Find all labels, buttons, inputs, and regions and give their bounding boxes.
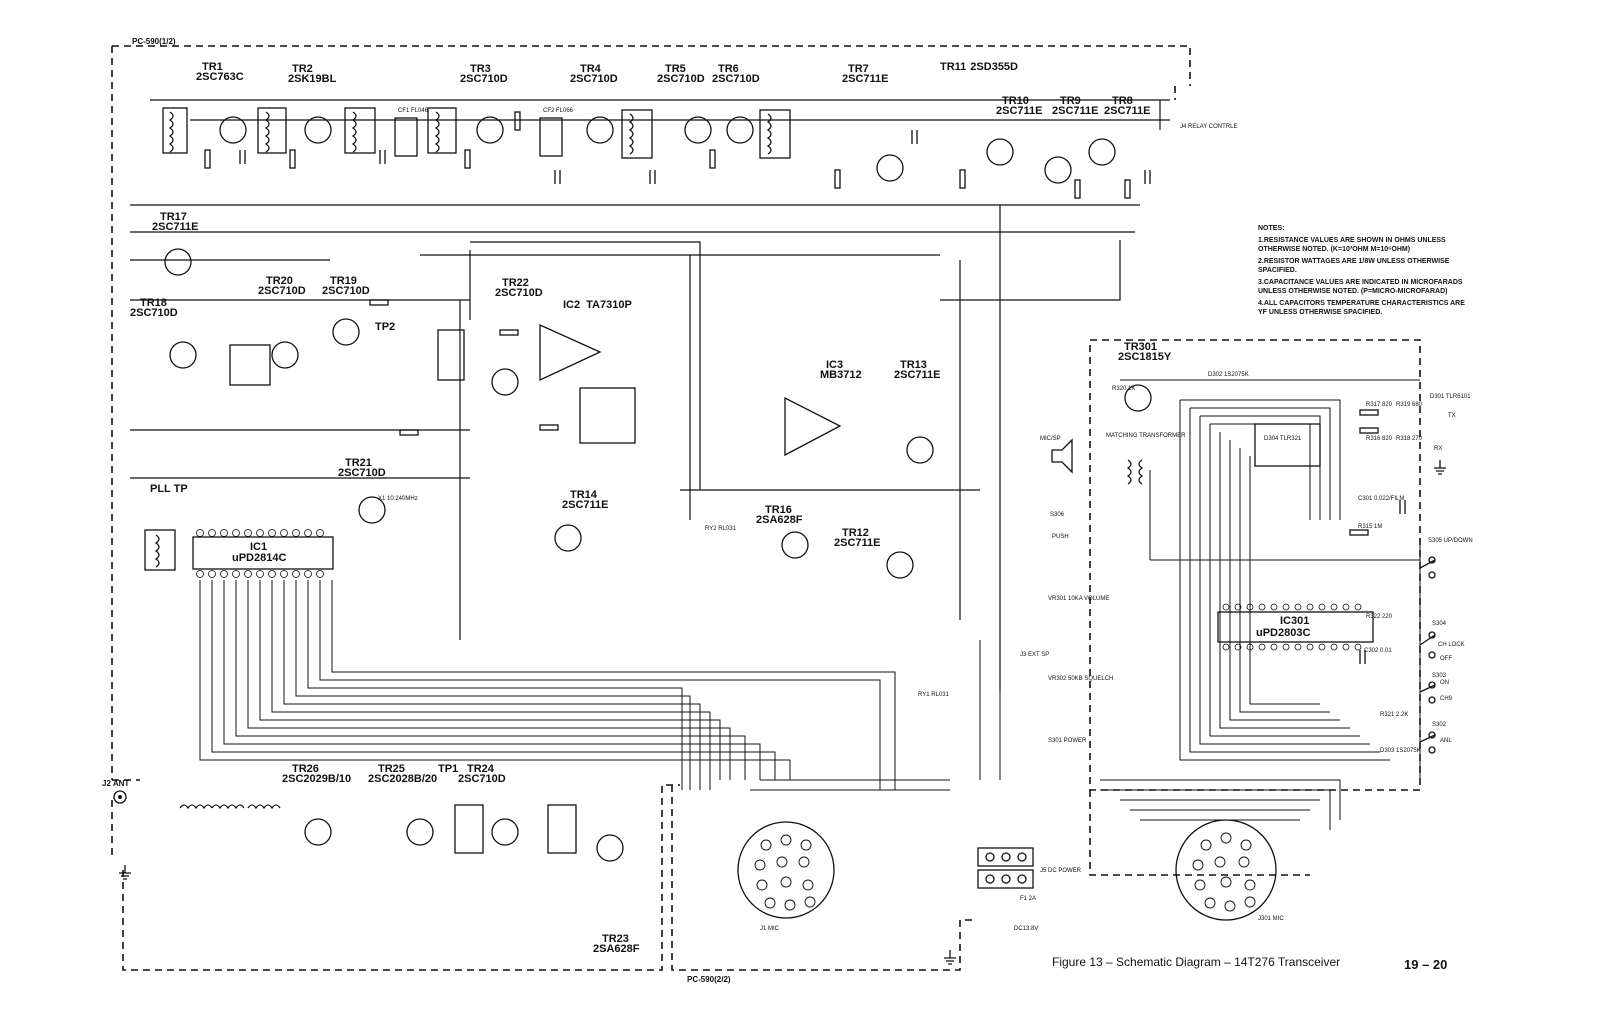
tr10-part: 2SC711E [996, 105, 1043, 117]
s303-label: S303 [1432, 673, 1447, 679]
tr19-ref: TR19 [330, 275, 357, 287]
ic-bodies [193, 325, 1373, 642]
tr23-part: 2SA628F [593, 943, 640, 955]
svg-text:TR132SC711E [894, 359, 940, 381]
c302-label: C302 0.01 [1364, 648, 1392, 654]
fuse-label: F1 2A [1020, 896, 1037, 902]
notes-heading: NOTES: [1258, 225, 1285, 232]
tr14-ref: TR14 [570, 489, 597, 501]
svg-text:TR192SC710D [322, 275, 370, 297]
svg-text:IC3MB3712 [820, 359, 862, 381]
tp2-label: TP2 [375, 321, 396, 333]
tr18-ref: TR18 [140, 297, 167, 309]
s306-label: S306 [1050, 512, 1065, 518]
tr24-ref: TR24 [467, 763, 494, 775]
ry2-label: RY2 RL031 [705, 526, 736, 532]
r316-label: R316 820 [1366, 436, 1393, 442]
transistor-symbols [165, 117, 1151, 861]
svg-text:TR62SC710D [712, 63, 760, 85]
tr9-ref: TR9 [1060, 95, 1081, 107]
tr6-ref: TR6 [718, 63, 739, 75]
tr14-part: 2SC711E [562, 499, 609, 511]
r318-label: R318 270 [1396, 436, 1423, 442]
tr20-part: 2SC710D [258, 285, 306, 297]
note-2: 2.RESISTOR WATTAGES ARE 1/8W UNLESS OTHERWISE SPACIFIED. [1258, 258, 1450, 274]
note-4: 4.ALL CAPACITORS TEMPERATURE CHARACTERISTICS ARE YF UNLESS OTHERWISE SPACIFIED. [1258, 300, 1465, 316]
tr12-part: 2SC711E [834, 537, 881, 549]
tr25-part: 2SC2028B/20 [368, 773, 438, 785]
tr26-ref: TR26 [292, 763, 319, 775]
j1-label: J1 MIC [760, 926, 780, 932]
tr3-ref: TR3 [470, 63, 491, 75]
tr16-ref: TR16 [765, 504, 792, 516]
tr25-ref: TR25 [378, 763, 405, 775]
svg-text:TR172SC711E [152, 211, 198, 233]
x1-label: X1 10.240MHz [378, 496, 418, 502]
tr11-ref: TR11 [940, 61, 967, 73]
tr1-part: 2SC763C [196, 71, 244, 83]
tx-label: TX [1448, 413, 1456, 419]
push-label: PUSH [1052, 534, 1069, 540]
r322-label: R322 220 [1366, 614, 1393, 620]
mic-sp-label: MIC/SP [1040, 436, 1061, 442]
s304-label: S304 [1432, 621, 1447, 627]
ic2-body [540, 325, 600, 380]
j5-terminals [978, 848, 1033, 888]
tr4-ref: TR4 [580, 63, 601, 75]
svg-text:TR222SC710D [495, 277, 543, 299]
svg-text:TR92SC711E [1052, 95, 1098, 117]
svg-text:TR142SC711E [562, 489, 608, 511]
c301-label: C301 0.022/FILM [1358, 496, 1405, 502]
r321-label: R321 2.2K [1380, 712, 1409, 718]
board-label-top: PC-590(1/2) [132, 37, 176, 46]
tr22-ref: TR22 [502, 277, 529, 289]
svg-text:TR72SC711E [842, 63, 888, 85]
s301-label: S301 POWER [1048, 738, 1087, 744]
j2-antenna [114, 791, 126, 803]
tr17-ref: TR17 [160, 211, 187, 223]
tr10-ref: TR10 [1002, 95, 1029, 107]
tr5-part: 2SC710D [657, 73, 705, 85]
tr16-part: 2SA628F [756, 514, 803, 526]
tr21-part: 2SC710D [338, 467, 386, 479]
svg-text:TR12SC763C [196, 61, 244, 83]
svg-text:TR102SC711E [996, 95, 1042, 117]
s304-off-label: OFF [1440, 656, 1452, 662]
rx-label: RX [1434, 446, 1443, 452]
board-label-bottom: PC-590(2/2) [687, 975, 731, 984]
figure-caption: Figure 13 – Schematic Diagram – 14T276 Transceiver [1052, 955, 1341, 969]
vr302-label: VR302 50KB SQUELCH [1048, 676, 1114, 682]
ch-lock-label: CH LOCK [1438, 642, 1465, 648]
d303-label: D303 1S2075K [1380, 748, 1421, 754]
tr8-ref: TR8 [1112, 95, 1133, 107]
tr301-ref: TR301 [1124, 341, 1158, 353]
ic2-ref: IC2 [563, 299, 581, 311]
ry1-label: RY1 RL031 [918, 692, 949, 698]
tr301-part: 2SC1815Y [1118, 351, 1172, 363]
ic3-ref: IC3 [826, 359, 844, 371]
cf1-label: CF1 FL046 [398, 108, 429, 114]
svg-text:TR252SC2028B/20 [368, 763, 437, 785]
anl-label: ANL [1440, 738, 1452, 744]
svg-text:TR122SC711E [834, 527, 880, 549]
ic3-part: MB3712 [820, 369, 862, 381]
ic1-part: uPD2814C [232, 552, 287, 564]
tr23-ref: TR23 [602, 933, 629, 945]
svg-text:IC2TA7310P [563, 299, 632, 311]
tr11-part: 2SD355D [970, 61, 1018, 73]
svg-text:TR3012SC1815Y [1118, 341, 1172, 363]
page-number: 19 – 20 [1404, 957, 1448, 972]
svg-text:IC301uPD2803C [1256, 615, 1310, 639]
tr9-part: 2SC711E [1052, 105, 1099, 117]
j1-socket [738, 822, 834, 918]
j2-label: J2 ANT [102, 779, 130, 788]
tp1-label: TP1 [438, 763, 459, 775]
cf2-label: CF2 FL066 [543, 108, 574, 114]
transistor-labels [130, 61, 1172, 955]
tr17-part: 2SC711E [152, 221, 199, 233]
svg-text:TR112SD355D [940, 61, 1018, 73]
interconnect-bus [200, 580, 1340, 830]
tr13-ref: TR13 [900, 359, 927, 371]
j301-label: J301 MIC [1258, 916, 1284, 922]
matching-transformer-label: MATCHING TRANSFORMER [1106, 433, 1186, 439]
tr4-part: 2SC710D [570, 73, 618, 85]
dc-label: DC13.8V [1014, 926, 1039, 932]
svg-text:TR42SC710D [570, 63, 618, 85]
speaker [1052, 440, 1072, 472]
vr301-label: VR301 10KA VOLUME [1048, 596, 1110, 602]
ch9-label: CH9 [1440, 696, 1453, 702]
svg-text:TR212SC710D [338, 457, 386, 479]
tr3-part: 2SC710D [460, 73, 508, 85]
svg-text:TR242SC710D [458, 763, 506, 785]
d302-label: D302 1S2075K [1208, 372, 1249, 378]
tr26-part: 2SC2029B/10 [282, 773, 352, 785]
svg-text:TR22SK19BL [288, 63, 337, 85]
ic1-ref: IC1 [250, 541, 268, 553]
coils-and-filters [145, 108, 1142, 853]
power-rails [130, 100, 1170, 690]
ic3-body [785, 398, 840, 455]
notes-block [1258, 224, 1468, 320]
s302-label: S302 [1432, 722, 1447, 728]
tr20-ref: TR20 [266, 275, 293, 287]
tr24-part: 2SC710D [458, 773, 506, 785]
tr1-ref: TR1 [202, 61, 223, 73]
j4-label: J4 RELAY CONTRLE [1180, 124, 1238, 130]
svg-text:TR262SC2029B/10 [282, 763, 351, 785]
ic301-part: uPD2803C [1256, 627, 1311, 639]
j5-label: J5 DC POWER [1040, 868, 1082, 874]
svg-text:TR202SC710D [258, 275, 306, 297]
tr2-part: 2SK19BL [288, 73, 337, 85]
tr8-part: 2SC711E [1104, 105, 1151, 117]
j301-socket [1176, 820, 1276, 920]
passive-components [205, 112, 1405, 664]
tr6-part: 2SC710D [712, 73, 760, 85]
tr22-part: 2SC710D [495, 287, 543, 299]
tr18-part: 2SC710D [130, 307, 178, 319]
note-1: 1.RESISTANCE VALUES ARE SHOWN IN OHMS UNLESS OTHERWISE NOTED. (K=10³OHM M=10⁶OHM) [1258, 237, 1446, 253]
svg-text:TR162SA628F [756, 504, 803, 526]
ic2-part: TA7310P [586, 299, 632, 311]
svg-text:IC1uPD2814C [232, 541, 286, 564]
r317-label: R317 820 [1366, 402, 1393, 408]
tr7-ref: TR7 [848, 63, 869, 75]
s303-on-label: ON [1440, 680, 1449, 686]
note-3: 3.CAPACITANCE VALUES ARE INDICATED IN MICROFARADS UNLESS OTHERWISE NOTED. (P=MICRO-MICROFARAD) [1258, 279, 1463, 295]
r320-label: R320 1K [1112, 386, 1136, 392]
tr12-ref: TR12 [842, 527, 869, 539]
s305-label: S305 UP/DOWN [1428, 538, 1473, 544]
tr5-ref: TR5 [665, 63, 686, 75]
tr13-part: 2SC711E [894, 369, 941, 381]
j3-label: J3 EXT SP [1020, 652, 1050, 658]
ic301-ref: IC301 [1280, 615, 1310, 627]
tr19-part: 2SC710D [322, 285, 370, 297]
d304-label: D304 TLR321 [1264, 436, 1302, 442]
r315-label: R315 1M [1358, 524, 1383, 530]
svg-text:TR82SC711E [1104, 95, 1150, 117]
tr21-ref: TR21 [345, 457, 372, 469]
tr2-ref: TR2 [292, 63, 313, 75]
svg-text:TR32SC710D [460, 63, 508, 85]
tr7-part: 2SC711E [842, 73, 889, 85]
r319-label: R319 680 [1396, 402, 1423, 408]
pll-tp-label: PLL TP [150, 483, 188, 495]
svg-text:TR52SC710D [657, 63, 705, 85]
d301-label: D301 TLR6101 [1430, 394, 1471, 400]
svg-text:TR232SA628F [593, 933, 640, 955]
